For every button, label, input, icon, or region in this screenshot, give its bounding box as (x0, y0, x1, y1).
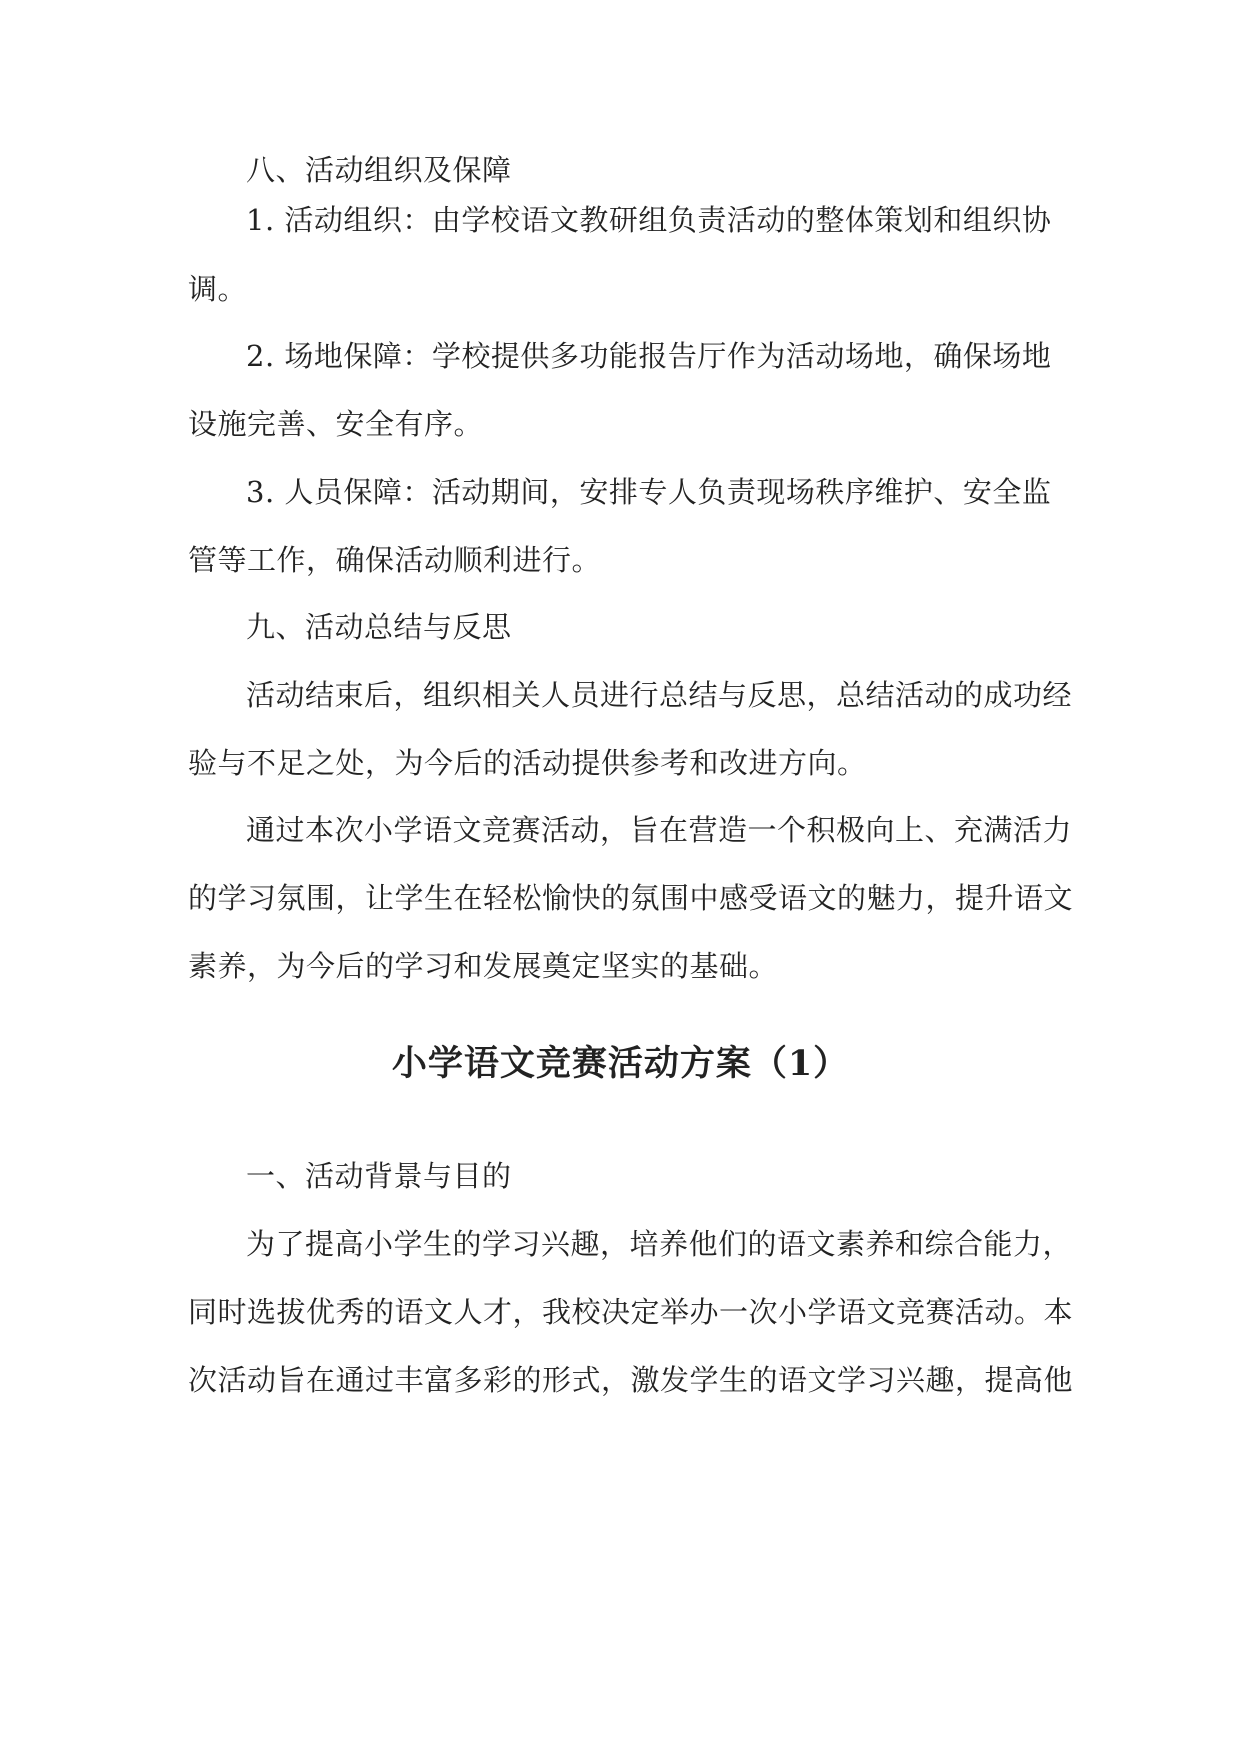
section1-para-line2: 同时选拔优秀的语文人才，我校决定举办一次小学语文竞赛活动。本 (188, 1295, 1074, 1329)
section1-para-line1: 为了提高小学生的学习兴趣，培养他们的语文素养和综合能力， (246, 1227, 1073, 1261)
section8-item2-line2: 设施完善、安全有序。 (188, 407, 484, 441)
section9-para-line2: 验与不足之处，为今后的活动提供参考和改进方向。 (188, 746, 867, 780)
closing-para-line3: 素养，为今后的学习和发展奠定坚实的基础。 (188, 949, 779, 983)
section9-heading: 九、活动总结与反思 (246, 610, 512, 644)
section1-heading: 一、活动背景与目的 (246, 1159, 512, 1193)
document-title: 小学语文竞赛活动方案（1） (391, 1043, 850, 1084)
section8-heading: 八、活动组织及保障 (246, 153, 512, 187)
section8-item1-line2: 调。 (188, 272, 248, 306)
closing-para-line1: 通过本次小学语文竞赛活动，旨在营造一个积极向上、充满活力 (246, 813, 1073, 847)
section8-item1-line1: 1. 活动组织：由学校语文教研组负责活动的整体策划和组织协 (246, 203, 1052, 237)
section8-item2-line1: 2. 场地保障：学校提供多功能报告厅作为活动场地，确保场地 (246, 339, 1052, 373)
section8-item3-line1: 3. 人员保障：活动期间，安排专人负责现场秩序维护、安全监 (246, 475, 1052, 509)
section9-para-line1: 活动结束后，组织相关人员进行总结与反思，总结活动的成功经 (246, 678, 1073, 712)
section1-para-line3: 次活动旨在通过丰富多彩的形式，激发学生的语文学习兴趣，提高他 (188, 1363, 1074, 1397)
closing-para-line2: 的学习氛围，让学生在轻松愉快的氛围中感受语文的魅力，提升语文 (188, 881, 1074, 915)
section8-item3-line2: 管等工作，确保活动顺利进行。 (188, 543, 602, 577)
